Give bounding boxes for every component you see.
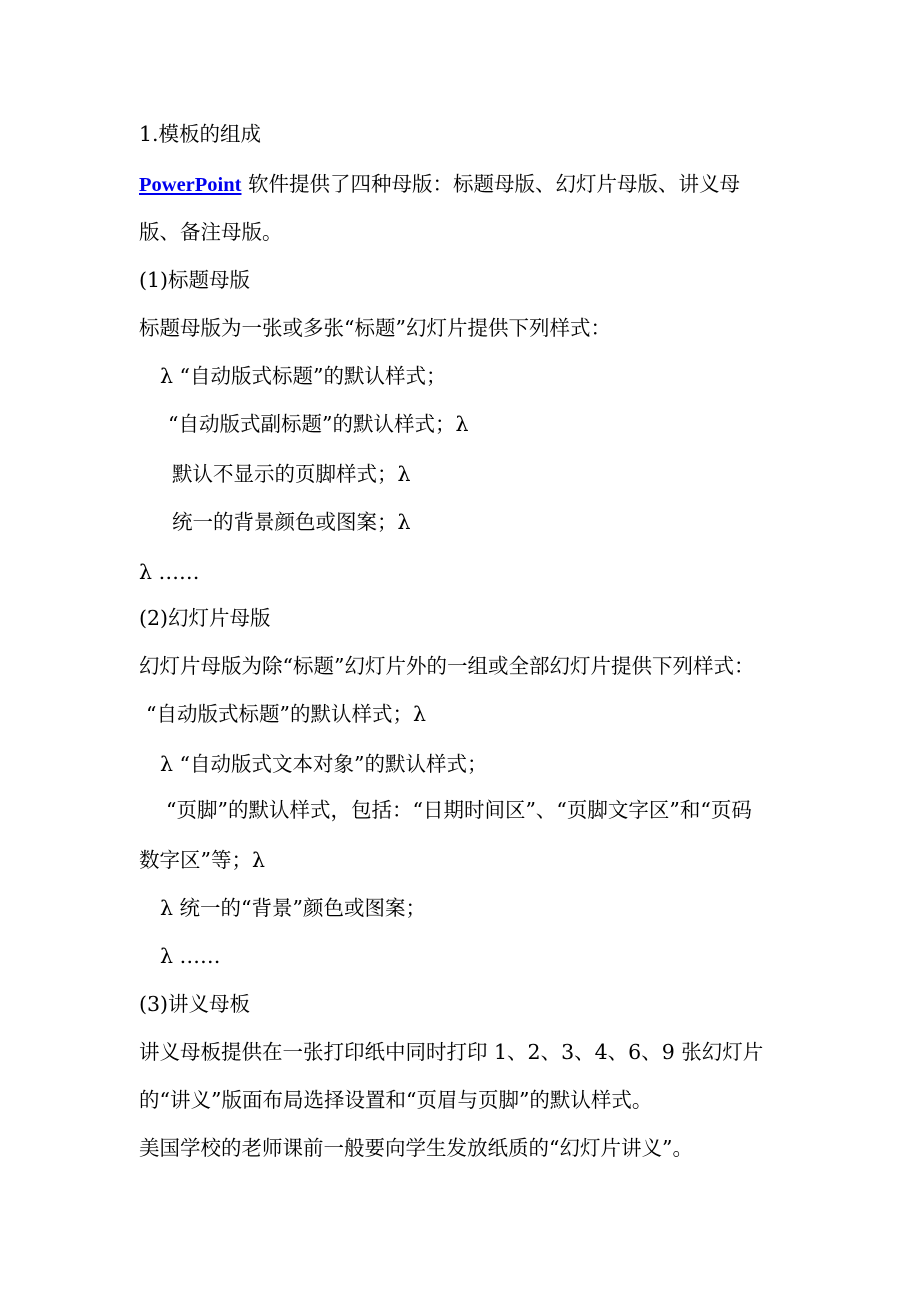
list-item-ellipsis: λ ……: [160, 944, 221, 968]
list-item: “自动版式标题”的默认样式；λ: [146, 702, 426, 726]
list-item: λ 统一的“背景”颜色或图案；: [160, 896, 426, 920]
powerpoint-link[interactable]: PowerPoint: [139, 174, 242, 196]
list-item-ellipsis: λ ……: [139, 560, 200, 584]
subheading-title-master: (1)标题母版: [139, 268, 251, 292]
paragraph-title-master-desc: 标题母版为一张或多张“标题”幻灯片提供下列样式：: [139, 316, 611, 340]
intro-paragraph-line: [139, 170, 740, 199]
paragraph-handout-master-desc: 讲义母板提供在一张打印纸中同时打印 1、2、3、4、6、9 张幻灯片: [139, 1040, 764, 1064]
subheading-slide-master: (2)幻灯片母版: [139, 606, 271, 630]
intro-paragraph-text: 软件提供了四种母版：标题母版、幻灯片母版、讲义母: [241, 172, 740, 196]
paragraph-handout-master-desc-2: 的“讲义”版面布局选择设置和“页眉与页脚”的默认样式。: [139, 1088, 653, 1112]
section-heading-template-composition: 1.模板的组成: [139, 122, 262, 146]
list-item: 默认不显示的页脚样式；λ: [172, 462, 411, 486]
intro-paragraph-line-2: 版、备注母版。: [139, 220, 283, 244]
list-item: “页脚”的默认样式，包括：“日期时间区”、“页脚文字区”和“页码: [166, 798, 752, 822]
paragraph-slide-master-desc: 幻灯片母版为除“标题”幻灯片外的一组或全部幻灯片提供下列样式：: [139, 654, 755, 678]
list-item-continuation: 数字区”等；λ: [139, 848, 265, 872]
paragraph-us-teachers: 美国学校的老师课前一般要向学生发放纸质的“幻灯片讲义”。: [139, 1136, 693, 1160]
list-item: λ “自动版式文本对象”的默认样式；: [160, 752, 488, 776]
list-item: 统一的背景颜色或图案；λ: [172, 510, 411, 534]
list-item: λ “自动版式标题”的默认样式；: [160, 364, 447, 388]
list-item: “自动版式副标题”的默认样式；λ: [168, 412, 469, 436]
subheading-handout-master: (3)讲义母板: [139, 992, 251, 1016]
